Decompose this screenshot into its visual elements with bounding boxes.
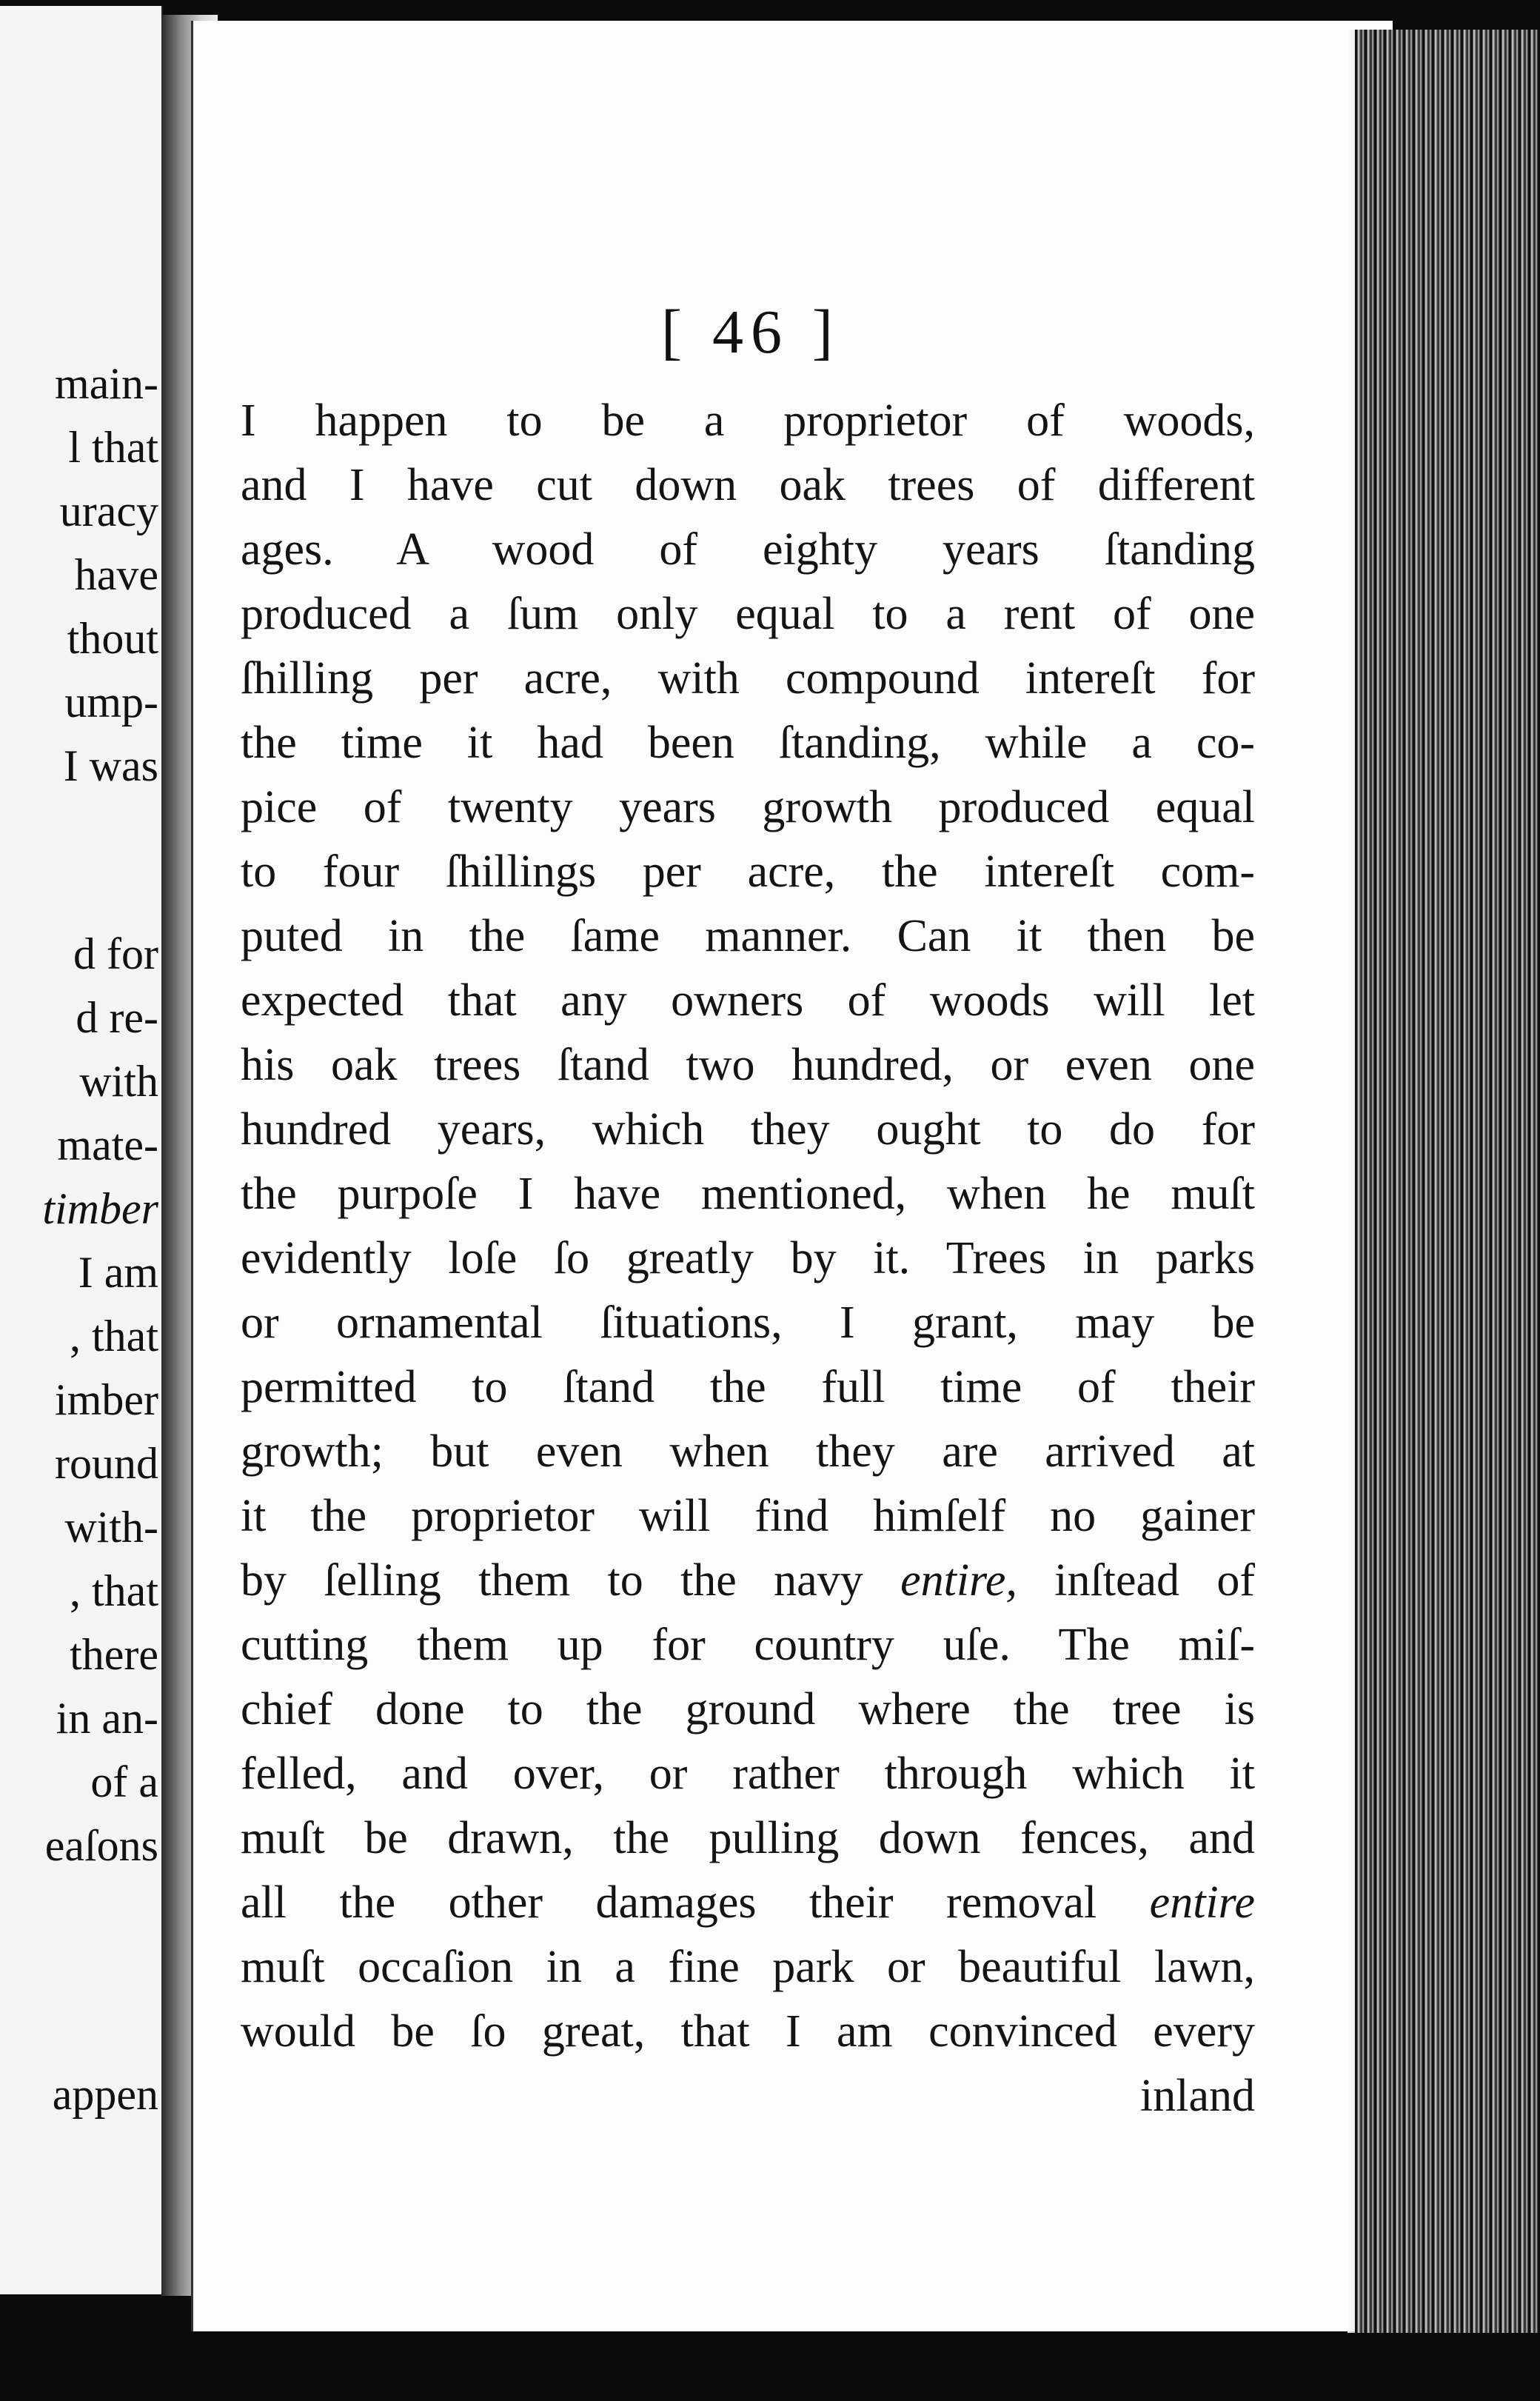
left-page-line: I was xyxy=(63,741,158,790)
text-line: would be ſo great, that I am convinced every xyxy=(241,2006,1255,2057)
left-page-line: ump- xyxy=(64,678,158,727)
left-page-line: I am xyxy=(78,1248,158,1297)
left-page-line: have xyxy=(74,550,158,599)
text-line: evidently loſe ſo greatly by it. Trees in parks xyxy=(241,1233,1255,1283)
left-page-line: timber xyxy=(42,1184,158,1233)
left-page-line: thout xyxy=(67,614,158,663)
text-line xyxy=(241,1873,1255,1932)
left-page-line: mate- xyxy=(57,1121,158,1169)
left-page-line: with xyxy=(79,1057,158,1106)
text-line: cutting them up for country uſe. The miſ- xyxy=(241,1620,1255,1670)
text-line: or ornamental ſituations, I grant, may be xyxy=(241,1298,1255,1348)
left-page-line: , that xyxy=(70,1312,158,1360)
text-line: to four ſhillings per acre, the intereſt com- xyxy=(241,846,1255,897)
left-page-fragment xyxy=(0,6,163,2294)
text-line xyxy=(241,1551,1255,1610)
text-line: I happen to be a proprietor of woods, xyxy=(241,395,1255,446)
main-page xyxy=(191,21,1393,2331)
catchword: inland xyxy=(1140,2071,1255,2121)
text-line: ages. A wood of eighty years ſtanding xyxy=(241,524,1255,575)
left-page-line: eaſons xyxy=(44,1821,158,1870)
text-line: chief done to the ground where the tree is xyxy=(241,1684,1255,1734)
text-line: and I have cut down oak trees of different xyxy=(241,460,1255,510)
left-page-line: round xyxy=(55,1439,158,1488)
text-run: all the other damages their removal xyxy=(241,1877,1097,1928)
text-line: produced a ſum only equal to a rent of one xyxy=(241,589,1255,639)
text-line: his oak trees ſtand two hundred, or even one xyxy=(241,1040,1255,1090)
text-line: the purpoſe I have mentioned, when he muſt xyxy=(241,1169,1255,1219)
left-page-line: of a xyxy=(90,1757,158,1806)
text-run: by ſelling them to the navy xyxy=(241,1555,863,1606)
text-run: inſtead of xyxy=(1054,1555,1256,1606)
italic-word: entire xyxy=(1149,1877,1255,1928)
text-line: felled, and over, or rather through which it xyxy=(241,1749,1255,1799)
text-line: it the proprietor will find himſelf no gainer xyxy=(241,1491,1255,1541)
left-page-line: , that xyxy=(70,1566,158,1615)
text-line: puted in the ſame manner. Can it then be xyxy=(241,911,1255,961)
text-line: permitted to ſtand the full time of their xyxy=(241,1362,1255,1412)
left-page-line: with- xyxy=(64,1503,158,1552)
text-line: growth; but even when they are arrived at xyxy=(241,1426,1255,1477)
left-page-line: uracy xyxy=(59,487,158,535)
left-page-line: appen xyxy=(52,2070,158,2119)
left-page-line: imber xyxy=(55,1375,158,1424)
left-page-line: d for xyxy=(73,929,158,978)
left-page-line: d re- xyxy=(76,993,158,1042)
text-line: hundred years, which they ought to do for xyxy=(241,1104,1255,1155)
text-line: expected that any owners of woods will let xyxy=(241,975,1255,1026)
left-page-line: main- xyxy=(55,359,158,408)
text-line: ſhilling per acre, with compound intereſt for xyxy=(241,653,1255,704)
text-line: the time it had been ſtanding, while a co- xyxy=(241,718,1255,768)
text-line: pice of twenty years growth produced equal xyxy=(241,782,1255,832)
text-line: muſt occaſion in a fine park or beautiful lawn, xyxy=(241,1942,1255,1992)
scan-border xyxy=(0,2333,1540,2401)
left-page-line: l that xyxy=(68,423,158,472)
text-line: muſt be drawn, the pulling down fences, and xyxy=(241,1813,1255,1863)
left-page-line: in an- xyxy=(56,1694,158,1743)
page-edges xyxy=(1355,30,1540,2348)
page-number: [ 46 ] xyxy=(661,298,840,367)
italic-word: entire, xyxy=(900,1555,1017,1606)
left-page-line: there xyxy=(70,1630,158,1679)
